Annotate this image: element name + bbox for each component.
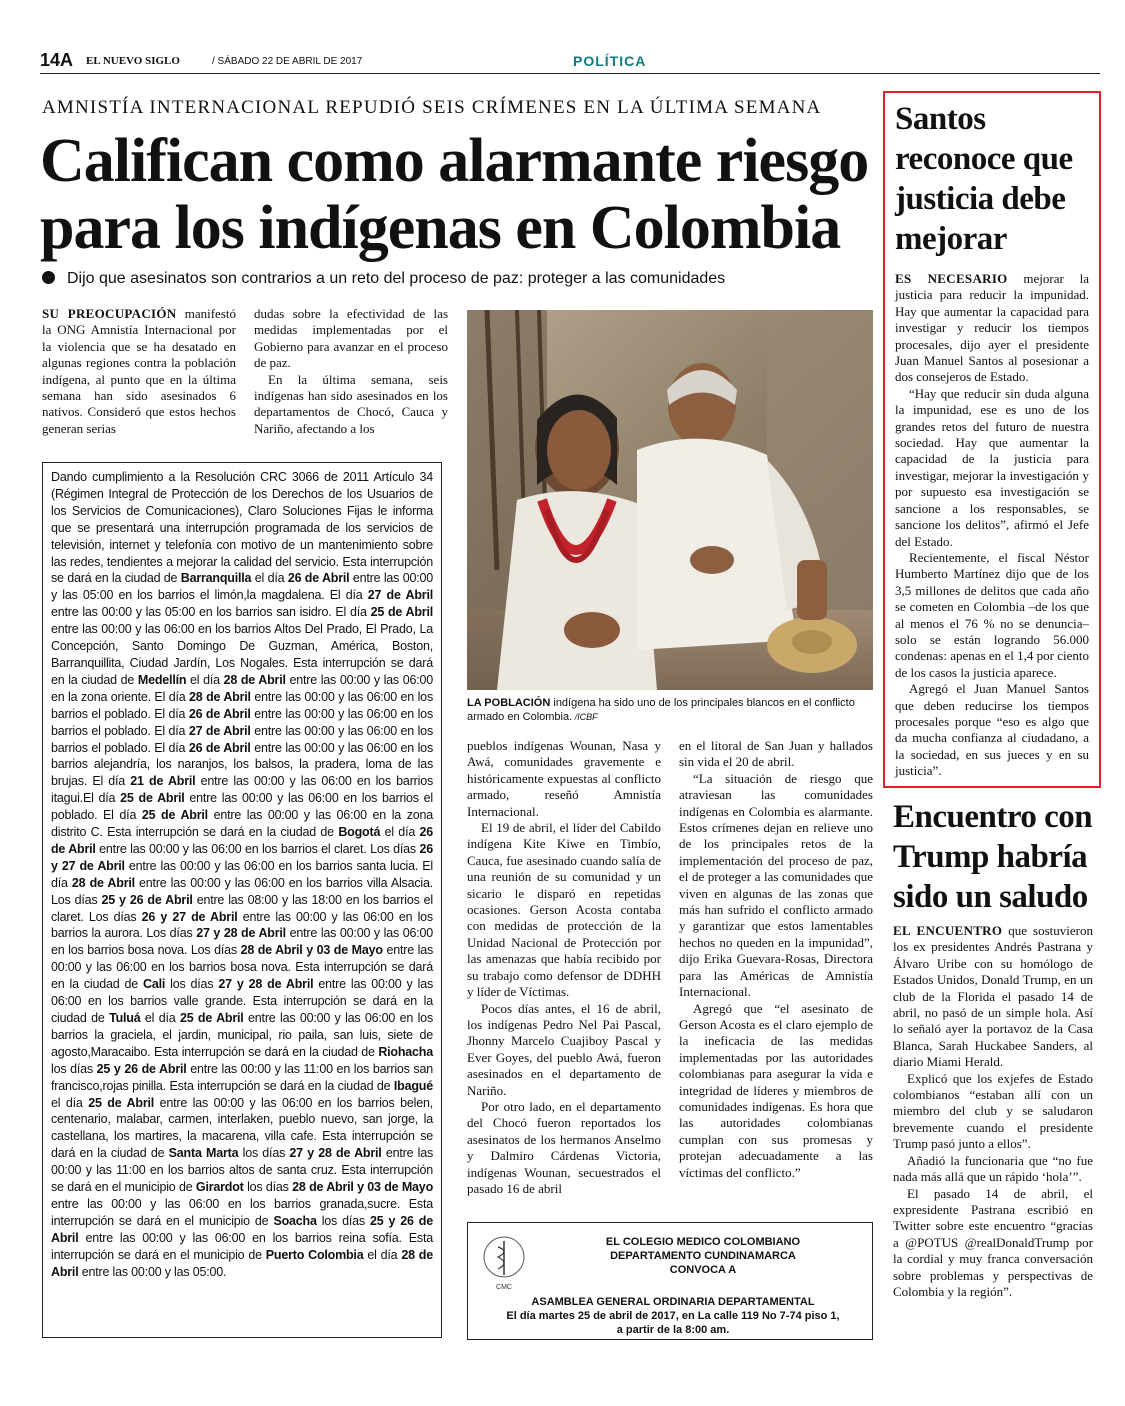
ad-emphasis: 28 de Abril y 03 de Mayo bbox=[292, 1180, 433, 1195]
ad-run: entre las 00:00 y las 06:00 en los barrios el poblado. El día bbox=[51, 791, 434, 823]
ad-run: entre las 00:00 y las 06:00 en los barrios valle grande. Esta interrupción se dará en la ciudad de bbox=[51, 977, 433, 1025]
ad-run: entre las 00:00 y las 06:00 en los barrios alejandría, los naranjos, los balsos, la pradera, loma de las brujas. El día bbox=[51, 740, 433, 789]
ad-run: entre las 00:00 y las 05:00 en los barrios san isidro. El día bbox=[51, 605, 371, 620]
ad-emphasis: Ibagué bbox=[393, 1078, 433, 1093]
article-column-3 bbox=[467, 738, 661, 1197]
paragraph: en el litoral de San Juan y hallados sin vida el 20 de abril. bbox=[679, 738, 873, 770]
ad-emphasis: 26 de Abril bbox=[287, 571, 350, 586]
story-kicker: AMNISTÍA INTERNACIONAL REPUDIÓ SEIS CRÍMENES EN LA ÚLTIMA SEMANA bbox=[42, 97, 822, 118]
story-headline: Califican como alarmante riesgo para los indígenas en Colombia bbox=[40, 127, 869, 262]
ad-emphasis: 28 de Abril y 03 de Mayo bbox=[240, 943, 383, 958]
ad-run: entre las 00:00 y las 06:00 en la zona oriente. El día bbox=[51, 672, 433, 704]
ad-emphasis: Soacha bbox=[273, 1213, 317, 1228]
ad-emphasis: 27 de Abril bbox=[367, 588, 433, 603]
ad-emphasis: Puerto Colombia bbox=[265, 1247, 364, 1262]
ad-run: el día bbox=[140, 1011, 180, 1025]
ad-run: los días bbox=[238, 1146, 290, 1161]
paragraph: “La situación de riesgo que atraviesan las comunidades indígenas en Colombia es alarmante. Estos crímenes dejan en relieve uno de los principales retos de la implementación del proceso de paz, el de proteger a las comunidades que viven en algunas de las zonas que más han sufrido el conflicto armado y garantizar que estos lamentables hechos no queden en la impunidad”, dijo Erika Guevara-Rosas, Directora para las Américas de Amnistía Internacional. bbox=[679, 770, 873, 1000]
ad-emphasis: Medellín bbox=[137, 672, 187, 687]
notice-event-title: ASAMBLEA GENERAL ORDINARIA DEPARTAMENTAL bbox=[531, 1296, 815, 1308]
ad-emphasis: 27 y 28 de Abril bbox=[289, 1146, 382, 1161]
ad-run: entre las 00:00 y las 06:00 en los barrios Altos Del Prado, El Prado, La Concepción, Santo Domingo De Guzman, América, Boston, Barranquillita, Ciudad Jardín, Los Nogales. Esta interrupción se dará en la ciudad de bbox=[51, 622, 433, 687]
ad-run: entre las 00:00 y las 06:00 en los barrios reina sofía. Esta interrupción se dará en el municipio de bbox=[51, 1230, 433, 1262]
article-column-1 bbox=[42, 306, 236, 437]
lead-in: SU PREOCUPACIÓN bbox=[42, 306, 177, 321]
ad-emphasis: 26 de Abril bbox=[51, 825, 433, 856]
ad-run: los días bbox=[165, 977, 219, 992]
caduceus-logo-icon bbox=[476, 1231, 532, 1295]
ad-emphasis: 25 y 26 de Abril bbox=[96, 1061, 187, 1076]
paragraph: El pasado 14 de abril, el expresidente Pastrana escribió en Twitter sobre este encuentro “gracias a @POTUS @realDonaldTrump por la cordial y muy franca conversación sobre problemas y perspectivas de Colombia y la región”. bbox=[893, 1185, 1093, 1299]
caption-lead: LA POBLACIÓN bbox=[467, 697, 551, 709]
page-header bbox=[40, 48, 1100, 74]
logo-text: CMC bbox=[496, 1284, 512, 1291]
bullet-icon bbox=[42, 271, 55, 284]
ad-run: el día bbox=[363, 1247, 402, 1262]
paragraph: Recientemente, el fiscal Néstor Humberto Martínez dijo que de los 3,5 millones de delitos que cada año se cometen en Colombia –de los que al menos el 76 % no se denuncia– solo se están logrando 56.000 condenas: apenas en el 1,4 por ciento de los casos la justicia aparece. bbox=[895, 549, 1089, 680]
ad-emphasis: 26 de Abril bbox=[188, 740, 251, 755]
ad-emphasis: 25 de Abril bbox=[88, 1095, 155, 1110]
paragraph: manifestó la ONG Amnistía Internacional por la violencia que se ha desatado en algunas regiones contra la población indígena, al punto que en la última semana han sido asesinados 6 nativos. Consideró que estos hechos generan serias bbox=[42, 306, 236, 436]
paragraph: mejorar la justicia para reducir la impunidad. Hay que aumentar la capacidad para investigar y reducir los tiempos procesales, dijo ayer el presidente Juan Manuel Santos al posesionar a dos consejeros de Estado. bbox=[895, 271, 1089, 385]
ad-emphasis: 26 y 27 de Abril bbox=[51, 841, 433, 873]
notice-details: El día martes 25 de abril de 2017, en La calle 119 No 7-74 piso 1, bbox=[506, 1310, 840, 1322]
paragraph: Agregó el Juan Manuel Santos que deben reducirse los tiempos procesales porque “eso es algo que da mucha confianza al ciudadano, a la sociedad, en sus jueces y en su justicia”. bbox=[895, 681, 1089, 779]
ad-emphasis: 28 de Abril bbox=[51, 1247, 433, 1279]
ad-emphasis: Girardot bbox=[195, 1180, 244, 1195]
ad-run: entre las 00:00 y las 06:00 en los barrios bosa nova. Esta interrupción se dará en la ciudad de bbox=[51, 943, 433, 992]
sidebar2-title: Encuentro con Trump habría sido un saludo bbox=[893, 799, 1093, 915]
ad-run: entre las 00:00 y las 05:00 en los barrios el limón,la magdalena. El día bbox=[51, 571, 433, 603]
ad-emphasis: 28 de Abril bbox=[189, 689, 251, 704]
santos-sidebar bbox=[883, 91, 1101, 788]
ad-emphasis: 26 de Abril bbox=[188, 706, 251, 721]
paragraph: dudas sobre la efectividad de las medidas implementadas por el Gobierno para avanzar en el proceso de paz. bbox=[254, 306, 448, 371]
deck-text: Dijo que asesinatos son contrarios a un reto del proceso de paz: proteger a las comunidades bbox=[67, 270, 726, 287]
ad-run: entre las 00:00 y las 06:00 en los barrios el poblado. El día bbox=[51, 723, 433, 755]
publication-name: EL NUEVO SIGLO bbox=[86, 55, 180, 67]
article-column-4 bbox=[679, 738, 873, 1181]
ad-emphasis: 28 de Abril bbox=[223, 672, 286, 687]
caption-text: indígena ha sido uno de los principales blancos en el conflicto armado en Colombia. bbox=[467, 697, 855, 723]
paragraph: En la última semana, seis indígenas han sido asesinados en los departamentos de Chocó, Cauca y Nariño, afectando a los bbox=[254, 371, 448, 436]
ad-run: entre las 00:00 y las 06:00 en la zona distrito C. Esta interrupción se dará en la ciudad de bbox=[51, 808, 433, 840]
lead-in: ES NECESARIO bbox=[895, 271, 1008, 286]
ad-emphasis: Bogotá bbox=[338, 825, 381, 840]
ad-run: entre las 00:00 y las 06:00 en los barrios el poblado. El día bbox=[51, 689, 433, 721]
notice-dept: DEPARTAMENTO CUNDINAMARCA bbox=[610, 1250, 796, 1262]
ad-run: entre las 00:00 y las 06:00 en los barrios bosa nova. Los días bbox=[51, 926, 433, 958]
notice-convoca: CONVOCA A bbox=[669, 1264, 737, 1276]
ad-run: entre las 00:00 y las 05:00. bbox=[78, 1264, 227, 1279]
notice-header bbox=[538, 1235, 868, 1277]
ad-emphasis: 27 de Abril bbox=[188, 723, 251, 738]
ad-emphasis: Barranquilla bbox=[180, 571, 252, 586]
indigenous-couple-photo bbox=[467, 310, 873, 690]
paragraph: Explicó que los exjefes de Estado colombianos “estaban allí con un miembro del club y se saludaron brevemente cuando el presidente Trump pasó junto a ellos”. bbox=[893, 1070, 1093, 1152]
ad-emphasis: Tuluá bbox=[109, 1011, 141, 1025]
ad-run: entre las 00:00 y las 06:00 en los barrios el claret. Los días bbox=[95, 841, 420, 856]
ad-run: el día bbox=[186, 672, 224, 687]
paragraph: Por otro lado, en el departamento del Chocó fueron reportados los asesinatos de los hermanos Anselmo y Dalmiro Cárdenas Victoria, indígenas Wounan, secuestrados el pasado 16 de abril bbox=[467, 1098, 661, 1196]
paragraph: pueblos indígenas Wounan, Nasa y Awá, comunidades gravemente e históricamente expuestas al conflicto armado, reseñó Amnistía Internacional. bbox=[467, 738, 661, 819]
ad-emphasis: 25 y 26 de Abril bbox=[51, 1213, 433, 1245]
paragraph: “Hay que reducir sin duda alguna la impunidad, ese es uno de los grandes retos del futuro de nuestra sociedad. Hay que aumentar la capacidad de la justicia para investigar, mejorar la investigación y por supuesto esa investigación se sancione a los responsables, se sancione los delitos”, afirmó el Jefe del Estado. bbox=[895, 385, 1089, 549]
ad-run: entre las 00:00 y las 06:00 en los barrios la aurora. Los días bbox=[51, 909, 433, 941]
service-interruption-ad bbox=[42, 462, 442, 1338]
ad-run: entre las 00:00 y las 11:00 en los barrios altos de santa cruz. Esta interrupción se dará en el municipio de bbox=[51, 1146, 433, 1195]
ad-emphasis: 27 y 28 de Abril bbox=[218, 977, 314, 992]
ad-run: los días bbox=[51, 1061, 97, 1076]
ad-emphasis: 28 de Abril bbox=[71, 875, 135, 890]
ad-emphasis: 25 de Abril bbox=[179, 1011, 244, 1025]
ad-run: entre las 00:00 y las 11:00 en los barrios san francisco,rojas pinilla. Esta interrupción se dará en la ciudad de bbox=[51, 1061, 433, 1093]
ad-run: entre las 00:00 y las 06:00 en los barrios villa Alsacia. Los días bbox=[51, 875, 433, 907]
ad-run: entre las 08:00 y las 18:00 en los barrios el claret. Los días bbox=[51, 892, 433, 924]
ad-run: los días bbox=[243, 1180, 293, 1195]
section-name: POLÍTICA bbox=[573, 53, 647, 69]
ad-emphasis: Riohacha bbox=[378, 1044, 433, 1059]
ad-emphasis: 25 de Abril bbox=[370, 605, 433, 620]
photo-caption bbox=[467, 696, 873, 724]
notice-event bbox=[478, 1295, 868, 1337]
notice-org: EL COLEGIO MEDICO COLOMBIANO bbox=[605, 1236, 801, 1248]
ad-run: entre las 00:00 y las 06:00 en los barrios el poblado. El día bbox=[51, 706, 433, 738]
ad-emphasis: 21 de Abril bbox=[130, 774, 196, 789]
ad-run: el día bbox=[51, 1095, 89, 1110]
notice-time: a partir de la 8:00 am. bbox=[616, 1324, 730, 1336]
ad-run: entre las 00:00 y las 06:00 en los barrios santa lucia. El día bbox=[51, 858, 433, 890]
ad-run: entre las 00:00 y las 06:00 en los barrios la graciela, el jardin, municipal, rio paila, san luis, siete de agosto,Maracaibo. Esta interrupción se dará en la ciudad de bbox=[51, 1011, 433, 1059]
ad-emphasis: 25 de Abril bbox=[141, 808, 208, 823]
paragraph: Agregó que “el asesinato de Gerson Acosta es el claro ejemplo de la ineficacia de las medidas implementadas por las autoridades colombianas para asegurar la vida e integridad de líderes y miembros de comunidades indígenas. Es hora que las autoridades colombianas cumplan con sus promesas y protejan adecuadamente a las víctimas del conflicto.” bbox=[679, 1000, 873, 1180]
lead-in: EL ENCUENTRO bbox=[893, 923, 1003, 938]
story-deck bbox=[42, 270, 872, 288]
story-photo bbox=[467, 310, 873, 690]
sidebar-title: Santos reconoce que justicia debe mejorar bbox=[895, 101, 1073, 257]
issue-date: / SÁBADO 22 DE ABRIL DE 2017 bbox=[212, 56, 363, 67]
paragraph: Pocos días antes, el 16 de abril, los indígenas Pedro Nel Pai Pascal, Jhonny Marcelo Cuajiboy Pascal y Ever Goyes, del pueblo Awá, fueron asesinados en el departamento de Nariño. bbox=[467, 1000, 661, 1098]
ad-emphasis: 26 y 27 de Abril bbox=[141, 909, 238, 924]
ad-run: entre las 00:00 y las 06:00 en los barrios itagui.El día bbox=[51, 774, 433, 806]
ad-text bbox=[51, 469, 433, 1281]
paragraph: Añadió la funcionaria que “no fue nada más allá que un rápido ‘hola’”. bbox=[893, 1152, 1093, 1185]
page-number: 14A bbox=[40, 50, 74, 70]
photo-credit: /ICBF bbox=[572, 712, 598, 722]
ad-run: los días bbox=[316, 1213, 370, 1228]
medical-college-notice bbox=[467, 1222, 873, 1340]
ad-run: el día bbox=[380, 825, 420, 840]
paragraph: El 19 de abril, el líder del Cabildo indígena Kite Kiwe en Timbío, Cauca, fue asesinado cuando salía de una reunión de su comunidad y un sicario le disparó en repetidas ocasiones. Gerson Acosta contaba con medidas de protección de la Unidad Nacional de Protección por las amenazas que había recibido por su trabajo como defensor de DDHH y líder de Víctimas. bbox=[467, 820, 661, 1000]
ad-emphasis: 25 y 26 de Abril bbox=[101, 892, 193, 907]
sidebar-text bbox=[895, 271, 1089, 780]
article-column-2 bbox=[254, 306, 448, 437]
sidebar2-text bbox=[893, 923, 1093, 1300]
ad-run: entre las 00:00 y las 06:00 en los barrios granada,sucre. Esta interrupción se dará en el municipio de bbox=[51, 1196, 433, 1228]
ad-emphasis: 27 y 28 de Abril bbox=[196, 926, 286, 941]
ad-run: el día bbox=[251, 571, 288, 586]
ad-emphasis: Cali bbox=[143, 977, 166, 992]
ad-emphasis: 25 de Abril bbox=[120, 791, 185, 806]
ad-run: entre las 00:00 y las 06:00 en los barrios belen, centenario, malabar, carmen, interlaken, pueblo nuevo, san jorge, la castellana, los martires, la macarena, villa cafe. Esta interrupción se dará en la ciudad de bbox=[51, 1095, 433, 1161]
ad-run: Dando cumplimiento a la Resolución CRC 3066 de 2011 Artículo 34 (Régimen Integral de Protección de los Derechos de los Usuarios de los Servicios de Comunicaciones), Claro Soluciones Fijas le informa que se presentará una interrupción programada de los servicios de televisión, internet y telefonía con motivo de un mantenimiento sobre las redes, tendientes a mejorar la calidad del servicio. Esta interrupción se dará en la ciudad de bbox=[51, 470, 433, 586]
trump-sidebar bbox=[893, 797, 1093, 1300]
ad-emphasis: Santa Marta bbox=[168, 1146, 239, 1161]
paragraph: que sostuvieron los ex presidentes Andrés Pastrana y Álvaro Uribe con su homólogo de Estados Unidos, Donald Trump, en un club de la Florida el pasado 14 de abril, no pasó de un simple hola. Así lo señaló ayer la portavoz de la Casa Blanca, Sarah Huckabee Sanders, al diario Miami Herald. bbox=[893, 923, 1093, 1070]
